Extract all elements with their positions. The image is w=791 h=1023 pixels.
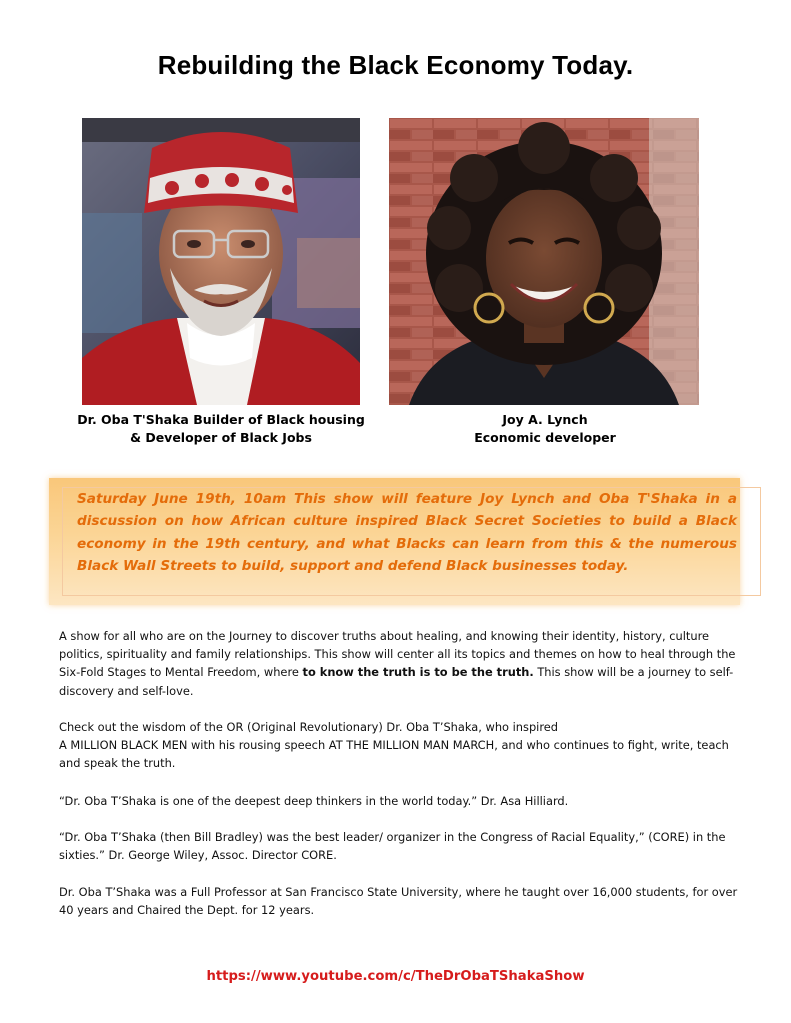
wisdom-first-line: Check out the wisdom of the OR (Original Revolutionary) Dr. Oba T’Shaka, who inspired [59,720,559,734]
intro-paragraph [59,627,749,700]
quote-wiley: “Dr. Oba T’Shaka (then Bill Bradley) was the best leader/ organizer in the Congress of Racial Equality,” (CORE) in the sixties.” Dr. George Wiley, Assoc. Director CORE. [59,830,726,863]
caption-line: & Developer of Black Jobs [130,430,312,445]
speaker-caption-oba-tshaka [74,411,368,447]
speaker-photo-joy-lynch [389,118,699,405]
portrait-illustration-right [389,118,699,405]
page-title: Rebuilding the Black Economy Today. [157,50,634,80]
speaker-caption-joy-lynch [430,411,660,447]
intro-text-end: This show will be a journey to self-discovery and self-love. [59,665,734,698]
wisdom-rest: A MILLION BLACK MEN with his rousing speech AT THE MILLION MAN MARCH, and who continues to fight, write, teach and speak the truth. [59,738,729,771]
intro-text-start: A show for all who are on the Journey to discover truths about healing, and knowing their identity, history, culture politics, spirituality and family relationships. This show will center all its topics and themes on how to heal through the Six-Fold Stages to Mental Freedom, where [59,629,736,680]
caption-line: Economic developer [474,430,616,445]
youtube-channel-link[interactable]: https://www.youtube.com/c/TheDrObaTShakaShow [206,969,585,984]
speaker-photo-oba-tshaka [82,118,360,405]
intro-emphasis: to know the truth is to be the truth. [302,665,534,680]
caption-line: Dr. Oba T'Shaka Builder of Black housing [77,412,365,427]
caption-line: Joy A. Lynch [502,412,588,427]
wisdom-paragraph [59,718,749,773]
announcement-text: Saturday June 19th, 10am This show will feature Joy Lynch and Oba T'Shaka in a discussion on how African culture inspired Black Secret Societies to build a Black economy in the 19th century, and what Blacks can learn from this & the numerous Black Wall Streets to build, support and defend Black businesses today. [77,491,737,574]
bio-paragraph: Dr. Oba T’Shaka was a Full Professor at San Francisco State University, where he taught over 16,000 students, for over 40 years and Chaired the Dept. for 12 years. [59,885,738,918]
portrait-illustration-left [82,118,360,405]
quote-hilliard: “Dr. Oba T’Shaka is one of the deepest deep thinkers in the world today.” Dr. Asa Hilliard. [59,794,569,808]
